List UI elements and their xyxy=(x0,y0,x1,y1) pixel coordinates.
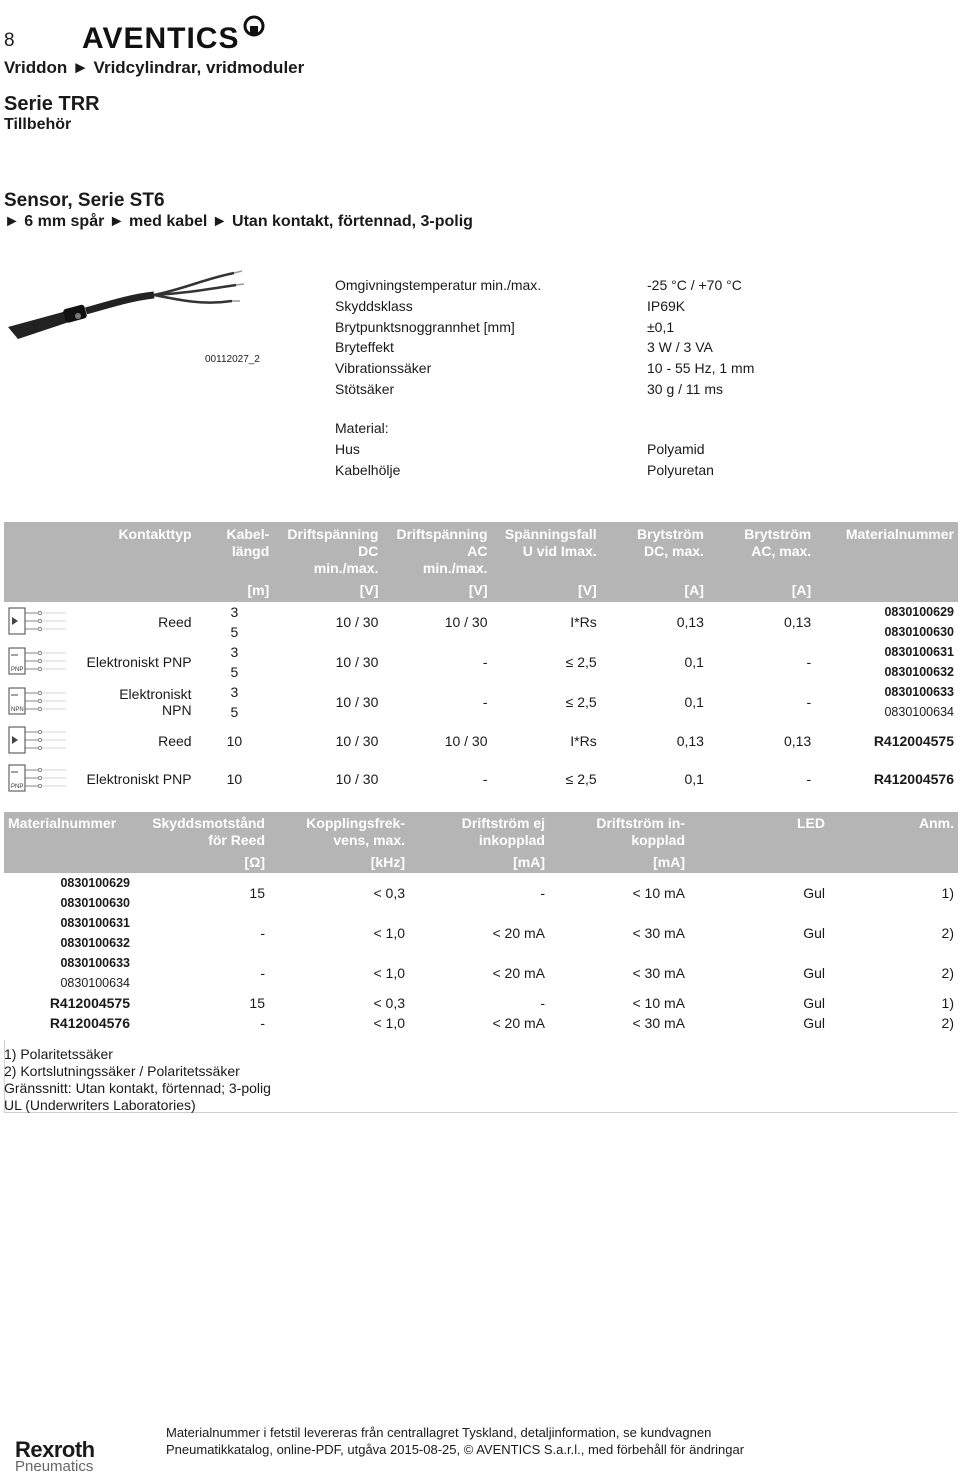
unit: [V] xyxy=(578,582,597,598)
unit: [A] xyxy=(684,582,704,598)
value-off: < 20 mA xyxy=(492,925,545,941)
header-symbol xyxy=(4,522,74,578)
sensor-photo xyxy=(4,265,254,355)
contact-type: Reed xyxy=(158,733,192,749)
material-row xyxy=(335,460,714,481)
spec-row xyxy=(335,317,754,338)
unit: [Ω] xyxy=(244,854,265,870)
header-col: Kopplingsfrek- vens, max. xyxy=(306,815,405,848)
svg-text:PNP: PNP xyxy=(11,667,24,673)
material-number: R412004576 xyxy=(49,1015,130,1031)
material-number: 0830100630 xyxy=(884,625,954,639)
value-on: < 30 mA xyxy=(632,965,685,981)
cable-length: 3 xyxy=(230,684,239,700)
header-col: Driftspänning AC min./max. xyxy=(396,526,488,576)
material-heading: Material: xyxy=(335,420,389,436)
material-number: 0830100632 xyxy=(60,936,130,950)
spec-label: Skyddsklass xyxy=(335,297,413,314)
value-note: 2) xyxy=(941,965,954,981)
unit: [V] xyxy=(359,582,379,598)
table2-row xyxy=(4,1013,958,1033)
table2-row xyxy=(4,873,958,893)
value-on: < 10 mA xyxy=(632,885,685,901)
value-iac: 0,13 xyxy=(783,733,812,749)
value-off: < 20 mA xyxy=(492,965,545,981)
value-freq: < 0,3 xyxy=(373,995,405,1011)
unit: [A] xyxy=(791,582,812,598)
product-title: Sensor, Serie ST6 xyxy=(4,190,165,211)
value-note: 1) xyxy=(941,885,954,901)
material-label: Kabelhölje xyxy=(335,461,401,478)
value-idc: 0,13 xyxy=(676,614,704,630)
contact-type: Elektroniskt PNP xyxy=(86,654,192,670)
cable-length: 10 xyxy=(226,771,243,787)
note-1: 1) Polaritetssäker xyxy=(4,1046,113,1062)
material-number: 0830100629 xyxy=(884,605,954,619)
spec-label: Vibrationssäker xyxy=(335,360,432,377)
header-col: Kontakttyp xyxy=(118,526,192,542)
svg-text:NPN: NPN xyxy=(11,707,24,713)
contact-type: Elektroniskt NPN xyxy=(119,686,192,718)
value-freq: < 0,3 xyxy=(373,885,405,901)
value-drop: I*Rs xyxy=(570,614,597,630)
cable-length: 3 xyxy=(230,604,239,620)
table2-row xyxy=(4,993,958,1013)
spec-label: Omgivningstemperatur min./max. xyxy=(335,277,542,293)
notes xyxy=(4,1046,271,1114)
rexroth-logo: Rexroth xyxy=(15,1437,95,1462)
table1-header xyxy=(4,522,958,578)
header-col: Driftspänning DC min./max. xyxy=(287,526,379,576)
value-iac: 0,13 xyxy=(783,614,812,630)
value-ac: 10 / 30 xyxy=(444,614,488,630)
footer xyxy=(166,1424,744,1458)
spec-value: 3 W / 3 VA xyxy=(647,339,713,356)
value-ac: 10 / 30 xyxy=(444,733,488,749)
table1-row xyxy=(4,760,958,798)
unit: [V] xyxy=(468,582,488,598)
serie-title: Serie TRR xyxy=(4,93,100,115)
value-freq: < 1,0 xyxy=(373,925,405,941)
table2-header xyxy=(4,812,958,851)
spec-value: 30 g / 11 ms xyxy=(647,380,724,397)
spec-label: Brytpunktsnoggrannhet [mm] xyxy=(335,318,515,335)
cable-length: 10 xyxy=(226,733,243,749)
material-number: 0830100633 xyxy=(884,685,954,699)
unit: [mA] xyxy=(513,854,545,870)
symbol-pnp xyxy=(4,642,74,682)
material-value: Polyuretan xyxy=(647,461,714,478)
contact-type: Reed xyxy=(158,614,192,630)
serie-subtitle: Tillbehör xyxy=(4,116,72,133)
material-value: Polyamid xyxy=(647,440,705,457)
table1-row xyxy=(4,602,958,622)
material-number: 0830100634 xyxy=(884,705,954,719)
material-block xyxy=(335,418,714,480)
value-dc: 10 / 30 xyxy=(335,771,379,787)
table1-units xyxy=(4,578,958,602)
value-dc: 10 / 30 xyxy=(335,654,379,670)
unit: [m] xyxy=(247,582,270,598)
unit: [kHz] xyxy=(370,854,405,870)
note-ul: UL (Underwriters Laboratories) xyxy=(4,1097,196,1113)
material-number: 0830100630 xyxy=(60,896,130,910)
footer-line-1: Materialnummer i fetstil levereras från centrallagret Tyskland, detaljinformation, se kundvagnen xyxy=(166,1425,712,1440)
value-res: - xyxy=(260,965,265,981)
rexroth-sub: Pneumatics xyxy=(15,1458,94,1475)
value-drop: ≤ 2,5 xyxy=(565,771,597,787)
page-number: 8 xyxy=(4,30,15,51)
header-col: Skyddsmotstånd för Reed xyxy=(152,815,265,848)
spec-row xyxy=(335,337,754,358)
value-led: Gul xyxy=(803,1015,825,1031)
material-number: 0830100629 xyxy=(60,876,130,890)
spec-label: Stötsäker xyxy=(335,380,395,397)
material-number: 0830100633 xyxy=(60,956,130,970)
value-iac: - xyxy=(806,771,812,787)
value-freq: < 1,0 xyxy=(373,965,405,981)
value-drop: ≤ 2,5 xyxy=(565,694,597,710)
sensor-symbol-icon xyxy=(8,687,70,717)
header-col: Brytström AC, max. xyxy=(744,526,812,559)
spec-row xyxy=(335,379,754,400)
material-label: Hus xyxy=(335,440,360,457)
spec-row xyxy=(335,358,754,379)
cable-length: 5 xyxy=(230,704,239,720)
symbol-npn xyxy=(4,682,74,722)
material-number: 0830100634 xyxy=(60,976,130,990)
value-off: < 20 mA xyxy=(492,1015,545,1031)
table2-row xyxy=(4,953,958,973)
breadcrumb: Vriddon ► Vridcylindrar, vridmoduler xyxy=(4,58,305,77)
value-ac: - xyxy=(482,654,488,670)
table1-row xyxy=(4,722,958,760)
symbol-reed xyxy=(4,722,74,760)
cable-length: 5 xyxy=(230,624,239,640)
value-note: 2) xyxy=(941,1015,954,1031)
footer-line-2: Pneumatikkatalog, online-PDF, utgåva 2015-08-25, © AVENTICS S.a.r.l., med förbehåll för ändringar xyxy=(166,1442,745,1457)
value-iac: - xyxy=(806,654,812,670)
value-on: < 30 mA xyxy=(632,1015,685,1031)
table2-units xyxy=(4,851,958,873)
cable-length: 3 xyxy=(230,644,239,660)
value-idc: 0,13 xyxy=(676,733,704,749)
value-res: 15 xyxy=(249,995,265,1011)
material-number: 0830100632 xyxy=(884,665,954,679)
value-led: Gul xyxy=(803,995,825,1011)
header-col: Spänningsfall U vid Imax. xyxy=(504,526,597,559)
value-note: 2) xyxy=(941,925,954,941)
value-dc: 10 / 30 xyxy=(335,614,379,630)
spec-list xyxy=(335,275,754,400)
spec-value: IP69K xyxy=(647,297,686,314)
value-idc: 0,1 xyxy=(684,654,704,670)
header-col: Driftström ej inkopplad xyxy=(461,815,545,848)
material-number: R412004575 xyxy=(873,733,954,749)
cable-length: 5 xyxy=(230,664,239,680)
unit: [mA] xyxy=(653,854,685,870)
product-table xyxy=(4,522,958,798)
logo-text: AVENTICS xyxy=(82,22,240,52)
value-drop: ≤ 2,5 xyxy=(565,654,597,670)
reed-symbol-icon xyxy=(8,607,70,637)
value-led: Gul xyxy=(803,925,825,941)
sensor-symbol-icon xyxy=(8,764,70,794)
contact-type: Elektroniskt PNP xyxy=(86,771,192,787)
table1-row xyxy=(4,682,958,702)
material-number: R412004575 xyxy=(49,995,130,1011)
value-drop: I*Rs xyxy=(570,733,597,749)
value-res: - xyxy=(260,925,265,941)
value-on: < 30 mA xyxy=(632,925,685,941)
value-led: Gul xyxy=(803,885,825,901)
header-col: Brytström DC, max. xyxy=(637,526,704,559)
value-idc: 0,1 xyxy=(684,694,704,710)
material-number: 0830100631 xyxy=(884,645,954,659)
value-note: 1) xyxy=(941,995,954,1011)
table2-row xyxy=(4,913,958,933)
spec-value: -25 °C / +70 °C xyxy=(647,277,742,293)
value-iac: - xyxy=(806,694,812,710)
sensor-symbol-icon xyxy=(8,647,70,677)
svg-text:PNP: PNP xyxy=(11,784,24,790)
header-col: Kabel- längd xyxy=(226,526,270,559)
reed-symbol-icon xyxy=(8,726,70,756)
symbol-pnp xyxy=(4,760,74,798)
note-2: 2) Kortslutningssäker / Polaritetssäker xyxy=(4,1063,240,1079)
value-led: Gul xyxy=(803,965,825,981)
value-dc: 10 / 30 xyxy=(335,733,379,749)
header-col: Materialnummer xyxy=(845,526,954,542)
table1-row xyxy=(4,642,958,662)
symbol-reed xyxy=(4,602,74,642)
header-col: Anm. xyxy=(919,815,954,831)
material-row xyxy=(335,439,714,460)
value-dc: 10 / 30 xyxy=(335,694,379,710)
value-ac: - xyxy=(482,694,488,710)
spec-value: ±0,1 xyxy=(647,318,675,335)
value-off: - xyxy=(540,885,545,901)
material-number: R412004576 xyxy=(873,771,954,787)
value-ac: - xyxy=(482,771,488,787)
header-col: Driftström in- kopplad xyxy=(596,815,685,848)
value-res: 15 xyxy=(249,885,265,901)
image-id: 00112027_2 xyxy=(205,354,260,365)
value-res: - xyxy=(260,1015,265,1031)
value-off: - xyxy=(540,995,545,1011)
spec-row xyxy=(335,275,754,296)
value-idc: 0,1 xyxy=(684,771,704,787)
spec-row xyxy=(335,296,754,317)
value-freq: < 1,0 xyxy=(373,1015,405,1031)
note-interface: Gränssnitt: Utan kontakt, förtennad; 3-polig xyxy=(4,1080,271,1096)
value-on: < 10 mA xyxy=(632,995,685,1011)
aventics-logo xyxy=(82,14,272,57)
product-path: ► 6 mm spår ► med kabel ► Utan kontakt, förtennad, 3-polig xyxy=(4,213,473,230)
material-number: 0830100631 xyxy=(60,916,130,930)
technical-table xyxy=(4,812,958,1033)
spec-value: 10 - 55 Hz, 1 mm xyxy=(647,360,755,377)
header-col: Materialnummer xyxy=(8,815,117,831)
spec-label: Bryteffekt xyxy=(335,339,394,356)
header-col: LED xyxy=(797,815,825,831)
